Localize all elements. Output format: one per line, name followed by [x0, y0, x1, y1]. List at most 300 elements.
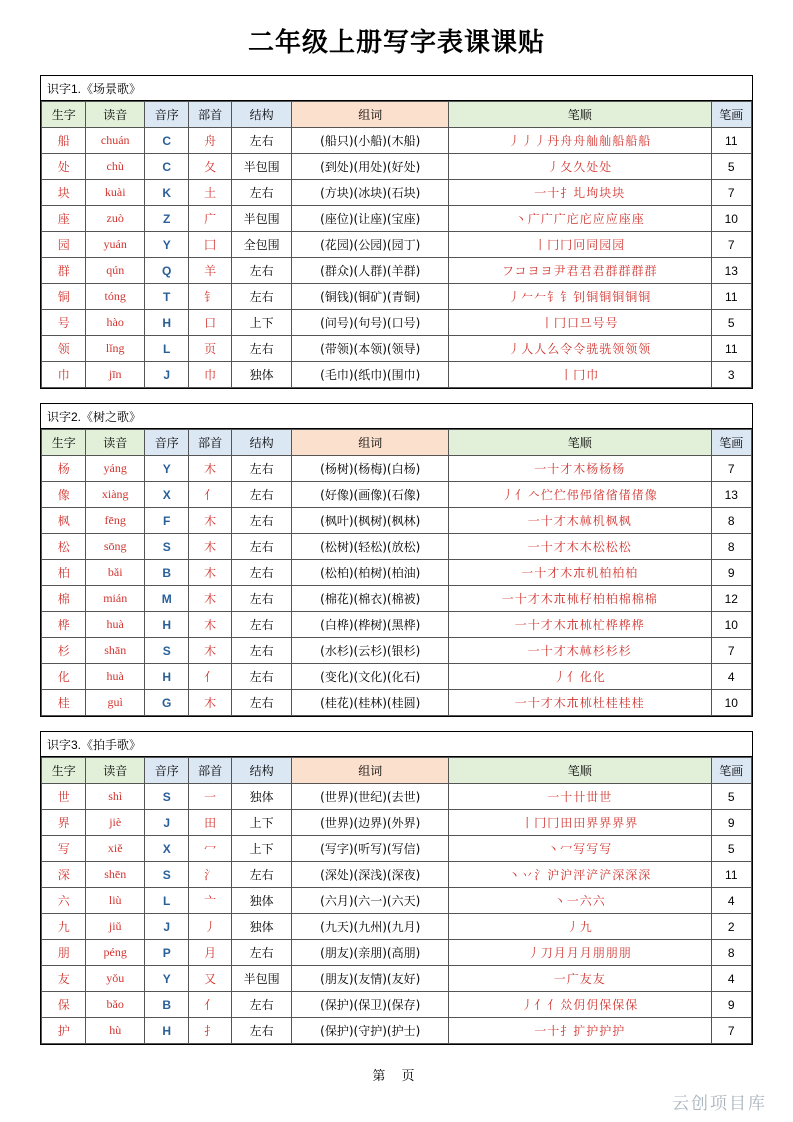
cell-zi: 友: [42, 966, 86, 992]
cell-bushou: 舟: [189, 128, 231, 154]
characters-table: [41, 429, 752, 716]
cell-zi: 领: [42, 336, 86, 362]
cell-zuci: (变化)(文化)(化石): [292, 664, 449, 690]
page-footer: 第 页: [372, 1069, 421, 1084]
cell-bishun: 一十才木𣎳机柏柏柏: [448, 560, 711, 586]
cell-bihua: 8: [711, 534, 751, 560]
cell-bihua: 7: [711, 456, 751, 482]
cell-bishun: 丿夂久处处: [448, 154, 711, 180]
cell-zi: 化: [42, 664, 86, 690]
cell-zuci: (朋友)(亲朋)(高朋): [292, 940, 449, 966]
cell-bushou: 木: [189, 508, 231, 534]
characters-table: [41, 101, 752, 388]
cell-zuci: (到处)(用处)(好处): [292, 154, 449, 180]
cell-bishun: 一十才木𣏟杉杉杉: [448, 638, 711, 664]
cell-jiegou: 左右: [231, 664, 292, 690]
header-pinyin: 读音: [86, 430, 145, 456]
cell-zuci: (保护)(保卫)(保存): [292, 992, 449, 1018]
cell-yinxu: J: [145, 362, 189, 388]
page-title: 二年级上册写字表课课贴: [247, 28, 545, 57]
cell-zuci: (座位)(让座)(宝座): [292, 206, 449, 232]
table-row: [42, 154, 752, 180]
table-row: [42, 940, 752, 966]
cell-jiegou: 独体: [231, 784, 292, 810]
cell-zuci: (六月)(六一)(六天): [292, 888, 449, 914]
cell-bishun: 丿𠂉𠂉钅钅钊铜铜铜铜铜: [448, 284, 711, 310]
header-bushou: 部首: [189, 758, 231, 784]
cell-yinxu: M: [145, 586, 189, 612]
section-1: [40, 75, 753, 389]
cell-bihua: 13: [711, 482, 751, 508]
cell-pinyin: fēng: [86, 508, 145, 534]
cell-bushou: 田: [189, 810, 231, 836]
cell-bihua: 11: [711, 128, 751, 154]
cell-zi: 桦: [42, 612, 86, 638]
cell-zuci: (朋友)(友情)(友好): [292, 966, 449, 992]
cell-jiegou: 左右: [231, 862, 292, 888]
header-zi: 生字: [42, 430, 86, 456]
cell-jiegou: 上下: [231, 810, 292, 836]
cell-pinyin: xiàng: [86, 482, 145, 508]
cell-zi: 九: [42, 914, 86, 940]
header-bushou: 部首: [189, 102, 231, 128]
cell-bihua: 4: [711, 664, 751, 690]
cell-bihua: 4: [711, 888, 751, 914]
cell-pinyin: bǎi: [86, 560, 145, 586]
cell-bishun: 丿亻𠆢伫伫伄伄偗偗偖偖像: [448, 482, 711, 508]
header-yinxu: 音序: [145, 430, 189, 456]
cell-bishun: 丿亻亻𠈌仴仴保保保: [448, 992, 711, 1018]
cell-bihua: 7: [711, 638, 751, 664]
cell-zi: 松: [42, 534, 86, 560]
cell-bishun: 一十才木𣎳𣏕杧桦桦桦: [448, 612, 711, 638]
cell-jiegou: 左右: [231, 690, 292, 716]
cell-pinyin: lǐng: [86, 336, 145, 362]
cell-jiegou: 半包围: [231, 154, 292, 180]
cell-yinxu: Z: [145, 206, 189, 232]
cell-bushou: 木: [189, 586, 231, 612]
cell-yinxu: Y: [145, 232, 189, 258]
cell-pinyin: hào: [86, 310, 145, 336]
header-jiegou: 结构: [231, 430, 292, 456]
cell-jiegou: 左右: [231, 638, 292, 664]
cell-yinxu: S: [145, 534, 189, 560]
cell-yinxu: S: [145, 862, 189, 888]
cell-bishun: 一广友友: [448, 966, 711, 992]
cell-zuci: (世界)(世纪)(去世): [292, 784, 449, 810]
table-row: [42, 128, 752, 154]
cell-zi: 铜: [42, 284, 86, 310]
table-row: [42, 612, 752, 638]
cell-bishun: 一十才木𣎳𣏕杜桂桂桂: [448, 690, 711, 716]
cell-zi: 号: [42, 310, 86, 336]
cell-jiegou: 左右: [231, 336, 292, 362]
cell-zuci: (方块)(冰块)(石块): [292, 180, 449, 206]
cell-bihua: 8: [711, 508, 751, 534]
cell-zuci: (群众)(人群)(羊群): [292, 258, 449, 284]
cell-bushou: 囗: [189, 232, 231, 258]
table-row: [42, 586, 752, 612]
cell-zuci: (棉花)(棉衣)(棉被): [292, 586, 449, 612]
cell-pinyin: qún: [86, 258, 145, 284]
table-row: [42, 232, 752, 258]
cell-zi: 世: [42, 784, 86, 810]
header-zuci: 组词: [292, 758, 449, 784]
cell-pinyin: péng: [86, 940, 145, 966]
cell-zi: 柏: [42, 560, 86, 586]
cell-bihua: 11: [711, 284, 751, 310]
cell-yinxu: S: [145, 784, 189, 810]
cell-bishun: 丿九: [448, 914, 711, 940]
table-header-row: [42, 758, 752, 784]
table-row: [42, 482, 752, 508]
cell-jiegou: 半包围: [231, 966, 292, 992]
table-body-3: [42, 784, 752, 1044]
cell-yinxu: J: [145, 914, 189, 940]
cell-bihua: 10: [711, 206, 751, 232]
cell-bushou: 亻: [189, 482, 231, 508]
header-bishun: 笔顺: [448, 758, 711, 784]
cell-bihua: 7: [711, 232, 751, 258]
cell-jiegou: 左右: [231, 456, 292, 482]
header-jiegou: 结构: [231, 102, 292, 128]
cell-jiegou: 左右: [231, 940, 292, 966]
cell-bushou: 木: [189, 690, 231, 716]
cell-zi: 朋: [42, 940, 86, 966]
cell-jiegou: 独体: [231, 362, 292, 388]
header-bihua: 笔画: [711, 430, 751, 456]
cell-bushou: 木: [189, 638, 231, 664]
cell-jiegou: 左右: [231, 508, 292, 534]
cell-yinxu: H: [145, 612, 189, 638]
table-header-row: [42, 430, 752, 456]
cell-yinxu: K: [145, 180, 189, 206]
header-jiegou: 结构: [231, 758, 292, 784]
cell-pinyin: bǎo: [86, 992, 145, 1018]
cell-zi: 座: [42, 206, 86, 232]
cell-bushou: 亠: [189, 888, 231, 914]
cell-bihua: 5: [711, 836, 751, 862]
cell-bishun: 一十扌圠坸块块: [448, 180, 711, 206]
cell-zuci: (世界)(边界)(外界): [292, 810, 449, 836]
cell-bushou: 一: [189, 784, 231, 810]
header-bushou: 部首: [189, 430, 231, 456]
cell-pinyin: liù: [86, 888, 145, 914]
cell-jiegou: 左右: [231, 180, 292, 206]
header-zuci: 组词: [292, 102, 449, 128]
cell-zi: 巾: [42, 362, 86, 388]
cell-zi: 块: [42, 180, 86, 206]
cell-pinyin: chù: [86, 154, 145, 180]
cell-zi: 处: [42, 154, 86, 180]
section-heading: 识字1.《场景歌》: [41, 76, 752, 101]
table-header-row: [42, 102, 752, 128]
cell-pinyin: jiǔ: [86, 914, 145, 940]
table-row: [42, 888, 752, 914]
cell-bushou: 冖: [189, 836, 231, 862]
cell-yinxu: S: [145, 638, 189, 664]
cell-zi: 船: [42, 128, 86, 154]
cell-jiegou: 上下: [231, 310, 292, 336]
cell-pinyin: jīn: [86, 362, 145, 388]
cell-bushou: 又: [189, 966, 231, 992]
cell-yinxu: H: [145, 310, 189, 336]
cell-bihua: 9: [711, 560, 751, 586]
table-row: [42, 992, 752, 1018]
cell-bihua: 7: [711, 1018, 751, 1044]
table-row: [42, 336, 752, 362]
cell-zi: 杉: [42, 638, 86, 664]
cell-bushou: 扌: [189, 1018, 231, 1044]
header-bishun: 笔顺: [448, 102, 711, 128]
table-row: [42, 508, 752, 534]
cell-bushou: 口: [189, 310, 231, 336]
cell-bishun: 丿亻化化: [448, 664, 711, 690]
header-pinyin: 读音: [86, 102, 145, 128]
cell-jiegou: 左右: [231, 258, 292, 284]
cell-pinyin: xiě: [86, 836, 145, 862]
cell-bishun: 丿人人么令令𬳽𬳽领领领: [448, 336, 711, 362]
cell-zi: 护: [42, 1018, 86, 1044]
cell-bihua: 12: [711, 586, 751, 612]
cell-bushou: 木: [189, 560, 231, 586]
cell-zi: 六: [42, 888, 86, 914]
cell-yinxu: T: [145, 284, 189, 310]
cell-yinxu: H: [145, 664, 189, 690]
cell-bushou: 木: [189, 456, 231, 482]
cell-bishun: 一十卄丗世: [448, 784, 711, 810]
table-body-1: [42, 128, 752, 388]
header-yinxu: 音序: [145, 102, 189, 128]
cell-zi: 群: [42, 258, 86, 284]
cell-zi: 写: [42, 836, 86, 862]
table-row: [42, 784, 752, 810]
cell-bishun: 一十才木𣏟机枫枫: [448, 508, 711, 534]
cell-jiegou: 左右: [231, 534, 292, 560]
cell-jiegou: 左右: [231, 1018, 292, 1044]
cell-yinxu: P: [145, 940, 189, 966]
cell-pinyin: hù: [86, 1018, 145, 1044]
cell-bishun: 丶冖写写写: [448, 836, 711, 862]
cell-yinxu: F: [145, 508, 189, 534]
table-row: [42, 664, 752, 690]
cell-jiegou: 独体: [231, 888, 292, 914]
cell-pinyin: mián: [86, 586, 145, 612]
cell-yinxu: B: [145, 992, 189, 1018]
cell-bishun: 丨冂冂冋同园园: [448, 232, 711, 258]
cell-jiegou: 全包围: [231, 232, 292, 258]
cell-zi: 杨: [42, 456, 86, 482]
table-row: [42, 914, 752, 940]
cell-bihua: 7: [711, 180, 751, 206]
cell-pinyin: yáng: [86, 456, 145, 482]
cell-yinxu: L: [145, 336, 189, 362]
cell-bishun: 丶丷氵沪沪泙浐浐深深深: [448, 862, 711, 888]
cell-pinyin: jiè: [86, 810, 145, 836]
table-row: [42, 362, 752, 388]
watermark: 云创项目库: [672, 1094, 767, 1114]
cell-bushou: 木: [189, 534, 231, 560]
cell-pinyin: chuán: [86, 128, 145, 154]
cell-yinxu: C: [145, 128, 189, 154]
header-bihua: 笔画: [711, 102, 751, 128]
cell-bushou: 羊: [189, 258, 231, 284]
cell-jiegou: 左右: [231, 586, 292, 612]
cell-yinxu: Y: [145, 456, 189, 482]
cell-yinxu: C: [145, 154, 189, 180]
cell-pinyin: zuò: [86, 206, 145, 232]
cell-zuci: (好像)(画像)(石像): [292, 482, 449, 508]
cell-bushou: 钅: [189, 284, 231, 310]
cell-bihua: 4: [711, 966, 751, 992]
cell-zuci: (问号)(句号)(口号): [292, 310, 449, 336]
cell-zuci: (深处)(深浅)(深夜): [292, 862, 449, 888]
table-row: [42, 1018, 752, 1044]
cell-bishun: 丨冂冂田田界界界界: [448, 810, 711, 836]
table-row: [42, 310, 752, 336]
table-row: [42, 810, 752, 836]
cell-bishun: 丨冂口므号号: [448, 310, 711, 336]
cell-bishun: 丨冂巾: [448, 362, 711, 388]
table-row: [42, 690, 752, 716]
cell-pinyin: guì: [86, 690, 145, 716]
cell-jiegou: 左右: [231, 992, 292, 1018]
characters-table: [41, 757, 752, 1044]
cell-bishun: フコヨヨ尹君君君群群群群: [448, 258, 711, 284]
table-row: [42, 836, 752, 862]
cell-yinxu: Y: [145, 966, 189, 992]
table-row: [42, 180, 752, 206]
table-row: [42, 862, 752, 888]
cell-zuci: (铜钱)(铜矿)(青铜): [292, 284, 449, 310]
cell-yinxu: J: [145, 810, 189, 836]
cell-jiegou: 左右: [231, 482, 292, 508]
cell-pinyin: sōng: [86, 534, 145, 560]
cell-bushou: 夂: [189, 154, 231, 180]
cell-zi: 像: [42, 482, 86, 508]
cell-bishun: 一十才木杨杨杨: [448, 456, 711, 482]
cell-pinyin: tóng: [86, 284, 145, 310]
cell-zuci: (带领)(本领)(领导): [292, 336, 449, 362]
cell-pinyin: shēn: [86, 862, 145, 888]
cell-bihua: 2: [711, 914, 751, 940]
cell-bushou: 木: [189, 612, 231, 638]
cell-zi: 园: [42, 232, 86, 258]
cell-zuci: (保护)(守护)(护士): [292, 1018, 449, 1044]
cell-zuci: (松柏)(柏树)(柏油): [292, 560, 449, 586]
section-2: [40, 403, 753, 717]
cell-bihua: 5: [711, 154, 751, 180]
cell-yinxu: X: [145, 836, 189, 862]
cell-pinyin: huà: [86, 612, 145, 638]
cell-zuci: (花园)(公园)(园丁): [292, 232, 449, 258]
cell-bishun: 丶广广广庀庀应应座座: [448, 206, 711, 232]
cell-bihua: 9: [711, 810, 751, 836]
table-row: [42, 966, 752, 992]
cell-bihua: 10: [711, 690, 751, 716]
cell-jiegou: 左右: [231, 560, 292, 586]
cell-bushou: 土: [189, 180, 231, 206]
cell-zuci: (桂花)(桂林)(桂圆): [292, 690, 449, 716]
cell-zi: 保: [42, 992, 86, 1018]
cell-pinyin: yuán: [86, 232, 145, 258]
header-zuci: 组词: [292, 430, 449, 456]
cell-jiegou: 独体: [231, 914, 292, 940]
cell-yinxu: B: [145, 560, 189, 586]
cell-zuci: (毛巾)(纸巾)(围巾): [292, 362, 449, 388]
cell-bihua: 10: [711, 612, 751, 638]
cell-bihua: 11: [711, 862, 751, 888]
cell-pinyin: shì: [86, 784, 145, 810]
header-zi: 生字: [42, 102, 86, 128]
cell-zuci: (松树)(轻松)(放松): [292, 534, 449, 560]
section-heading: 识字3.《拍手歌》: [41, 732, 752, 757]
cell-bushou: 亻: [189, 664, 231, 690]
table-row: [42, 258, 752, 284]
table-body-2: [42, 456, 752, 716]
cell-pinyin: yǒu: [86, 966, 145, 992]
cell-bushou: 丿: [189, 914, 231, 940]
cell-bushou: 巾: [189, 362, 231, 388]
cell-zuci: (水杉)(云杉)(银杉): [292, 638, 449, 664]
cell-bushou: 氵: [189, 862, 231, 888]
cell-bihua: 9: [711, 992, 751, 1018]
header-bihua: 笔画: [711, 758, 751, 784]
cell-bishun: 丶一六六: [448, 888, 711, 914]
header-pinyin: 读音: [86, 758, 145, 784]
section-3: [40, 731, 753, 1045]
cell-zuci: (船只)(小船)(木船): [292, 128, 449, 154]
cell-bushou: 页: [189, 336, 231, 362]
cell-jiegou: 左右: [231, 128, 292, 154]
cell-jiegou: 半包围: [231, 206, 292, 232]
cell-zi: 深: [42, 862, 86, 888]
table-row: [42, 534, 752, 560]
table-row: [42, 560, 752, 586]
cell-jiegou: 左右: [231, 284, 292, 310]
table-row: [42, 456, 752, 482]
header-zi: 生字: [42, 758, 86, 784]
cell-zuci: (白桦)(桦树)(黑桦): [292, 612, 449, 638]
cell-jiegou: 左右: [231, 612, 292, 638]
cell-bishun: 一十才木木松松松: [448, 534, 711, 560]
cell-zi: 棉: [42, 586, 86, 612]
cell-bushou: 亻: [189, 992, 231, 1018]
cell-bihua: 11: [711, 336, 751, 362]
cell-bihua: 3: [711, 362, 751, 388]
cell-pinyin: kuài: [86, 180, 145, 206]
cell-pinyin: shān: [86, 638, 145, 664]
cell-bushou: 广: [189, 206, 231, 232]
cell-zuci: (杨树)(杨梅)(白杨): [292, 456, 449, 482]
cell-zuci: (九天)(九州)(九月): [292, 914, 449, 940]
cell-yinxu: Q: [145, 258, 189, 284]
cell-yinxu: G: [145, 690, 189, 716]
cell-yinxu: H: [145, 1018, 189, 1044]
cell-pinyin: huà: [86, 664, 145, 690]
cell-zuci: (写字)(听写)(写信): [292, 836, 449, 862]
cell-bishun: 丿刀月月月朋朋朋: [448, 940, 711, 966]
cell-yinxu: L: [145, 888, 189, 914]
cell-zuci: (枫叶)(枫树)(枫林): [292, 508, 449, 534]
cell-zi: 界: [42, 810, 86, 836]
table-row: [42, 638, 752, 664]
cell-bihua: 13: [711, 258, 751, 284]
header-bishun: 笔顺: [448, 430, 711, 456]
cell-zi: 枫: [42, 508, 86, 534]
cell-bihua: 5: [711, 784, 751, 810]
header-yinxu: 音序: [145, 758, 189, 784]
